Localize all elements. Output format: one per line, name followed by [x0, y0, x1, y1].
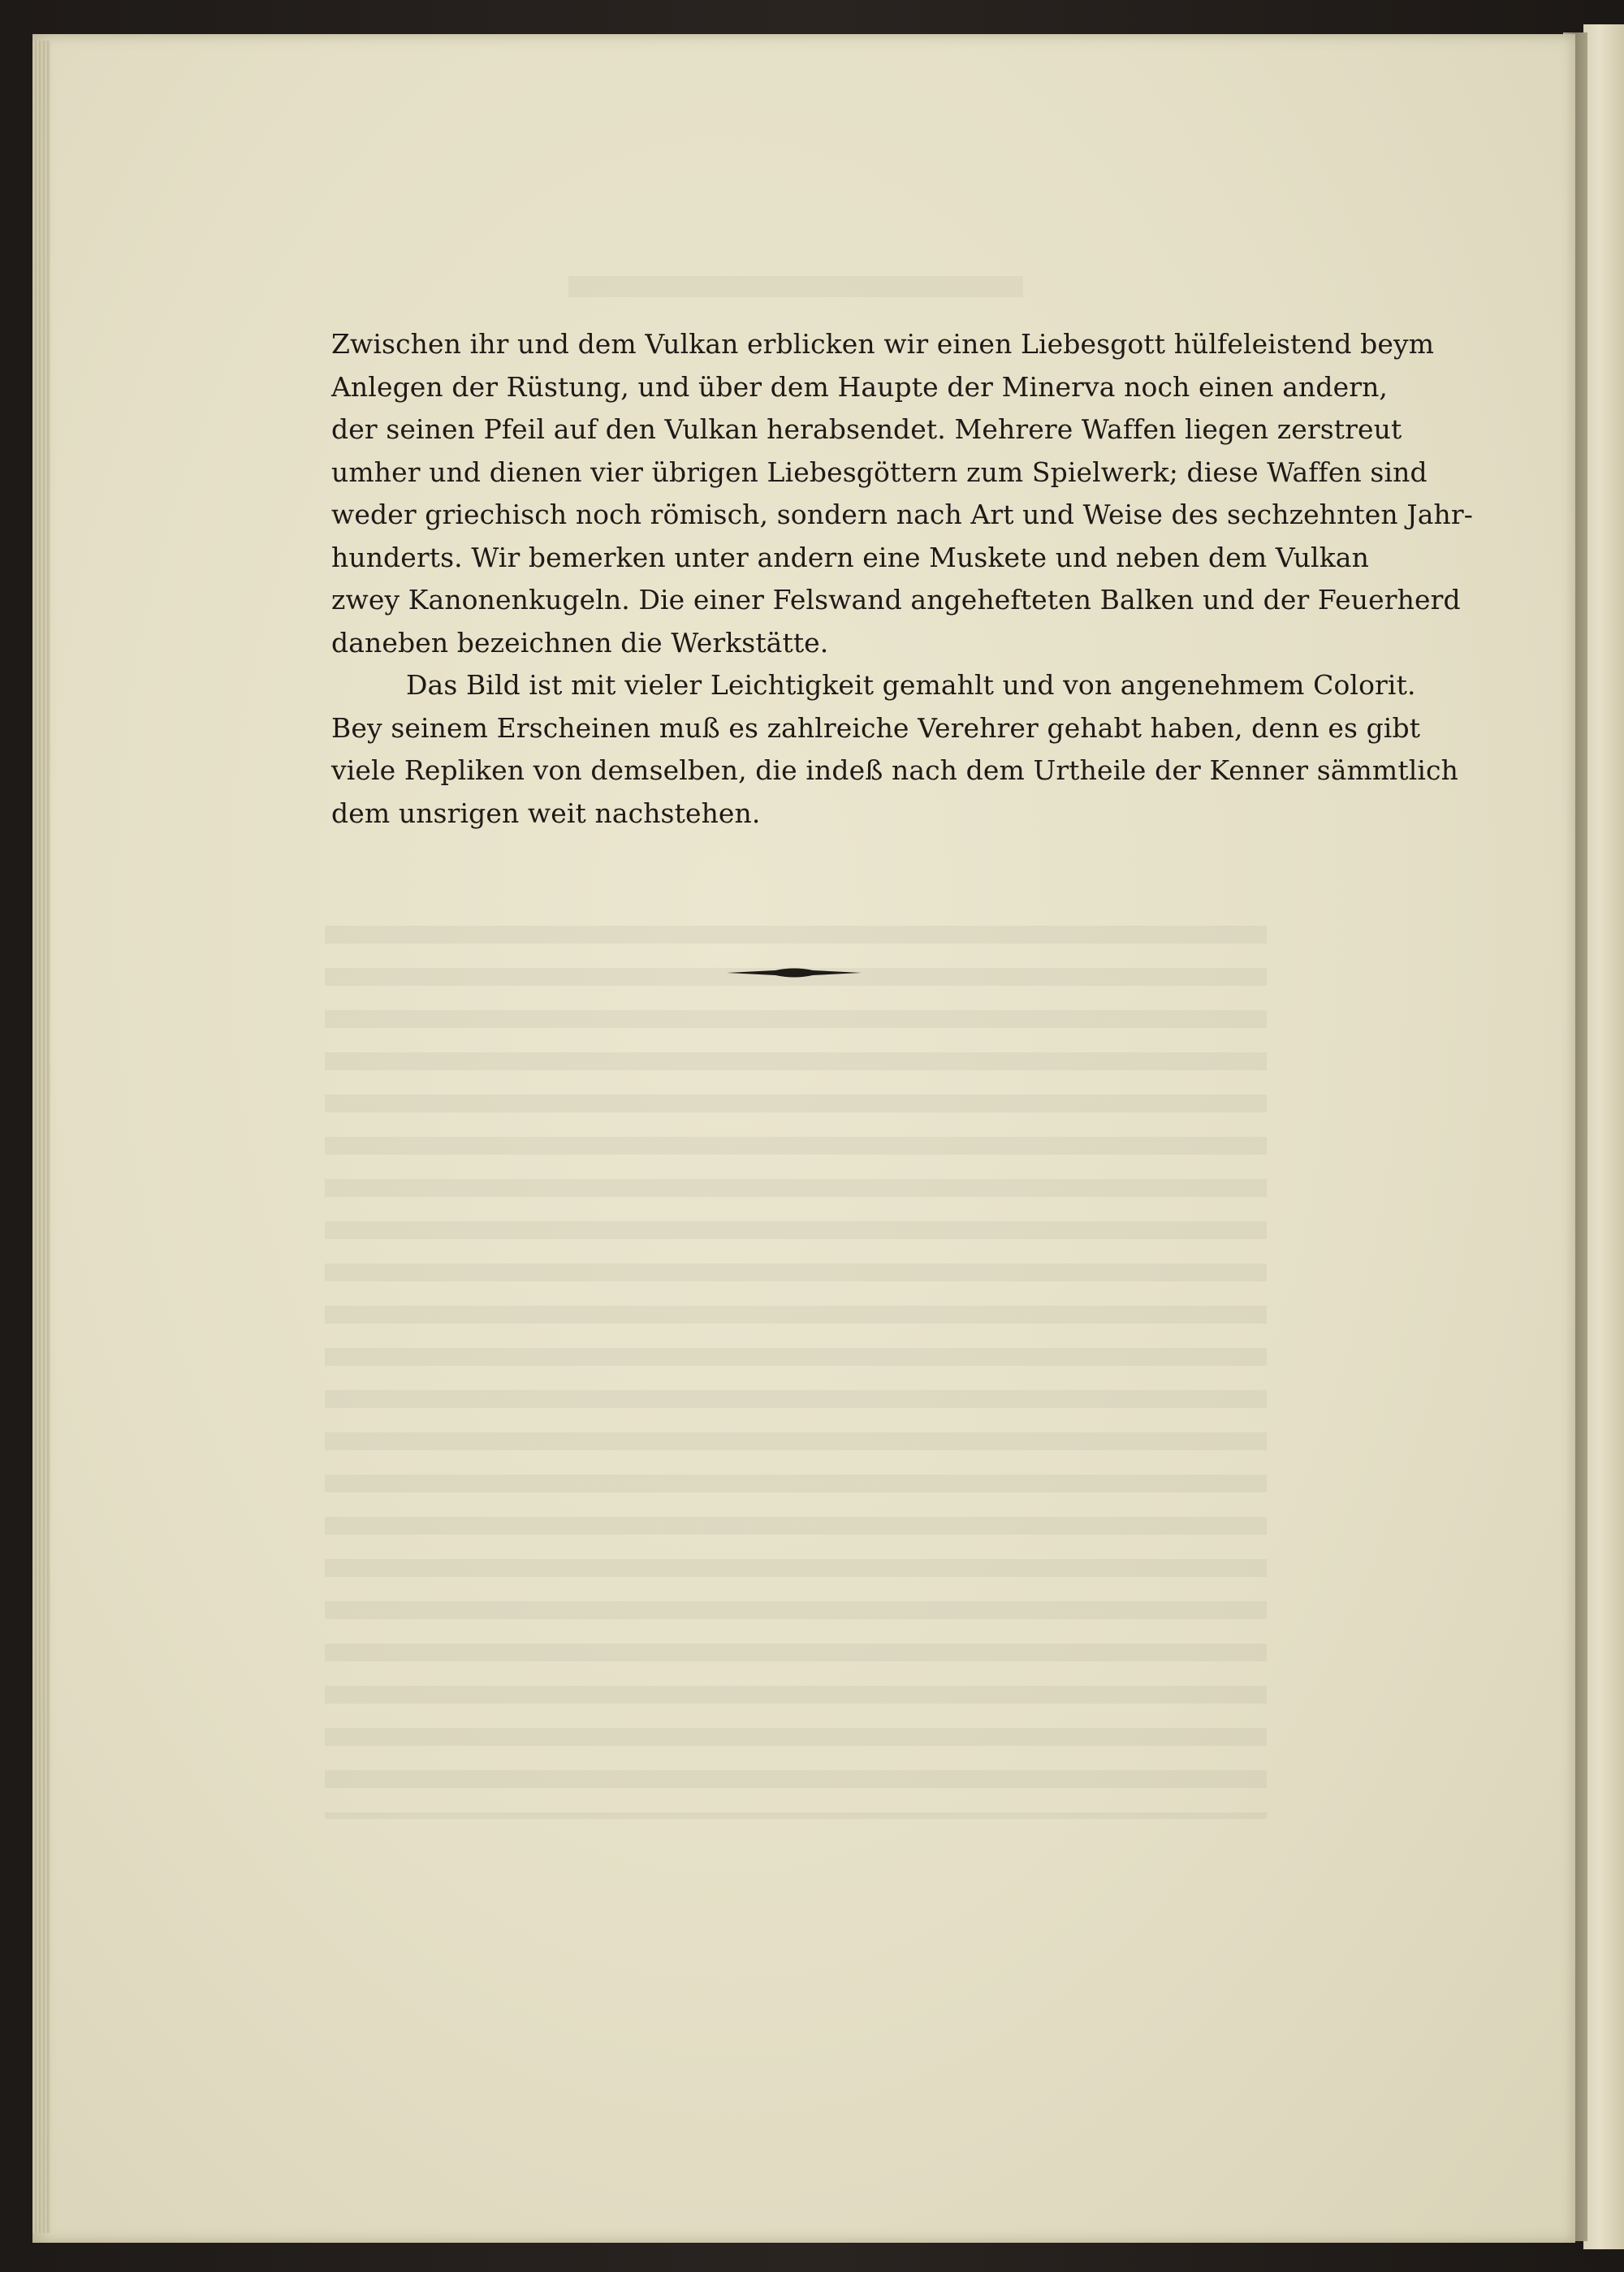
page-stack-edge [32, 41, 50, 2233]
bleed-through-heading [568, 276, 1023, 297]
text-line: dem unsrigen weit nachstehen. [331, 797, 761, 829]
paragraph-1 [331, 323, 1473, 664]
paragraph-2 [331, 664, 1458, 835]
text-line: umher und dienen vier übrigen Liebesgöttern zum Spielwerk; diese Waffen sind [331, 456, 1427, 488]
tapered-rule-ornament-icon [727, 966, 862, 979]
text-line: Anlegen der Rüstung, und über dem Haupte der Minerva noch einen andern, [331, 370, 1389, 403]
text-line: Zwischen ihr und dem Vulkan erblicken wir einen Liebesgott hülfeleistend beym [331, 328, 1435, 360]
body-text [331, 323, 1473, 835]
bleed-through-text [325, 926, 1267, 1819]
adjacent-page-edge [1583, 24, 1624, 2249]
text-line: zwey Kanonenkugeln. Die einer Felswand angehefteten Balken und der Feuerherd [331, 584, 1461, 616]
text-line: weder griechisch noch römisch, sondern nach Art und Weise des sechzehnten Jahr- [331, 499, 1473, 530]
text-line: viele Repliken von demselben, die indeß nach dem Urtheile der Kenner sämmtlich [331, 754, 1458, 786]
text-line: der seinen Pfeil auf den Vulkan herabsendet. Mehrere Waffen liegen zerstreut [331, 413, 1402, 445]
text-line: daneben bezeichnen die Werkstätte. [331, 626, 829, 659]
text-line: Bey seinem Erscheinen muß es zahlreiche Verehrer gehabt haben, denn es gibt [331, 711, 1421, 744]
text-line: hunderts. Wir bemerken unter andern eine Muskete und neben dem Vulkan [331, 541, 1369, 573]
text-line: Das Bild ist mit vieler Leichtigkeit gemahlt und von angenehmem Colorit. [406, 669, 1416, 701]
